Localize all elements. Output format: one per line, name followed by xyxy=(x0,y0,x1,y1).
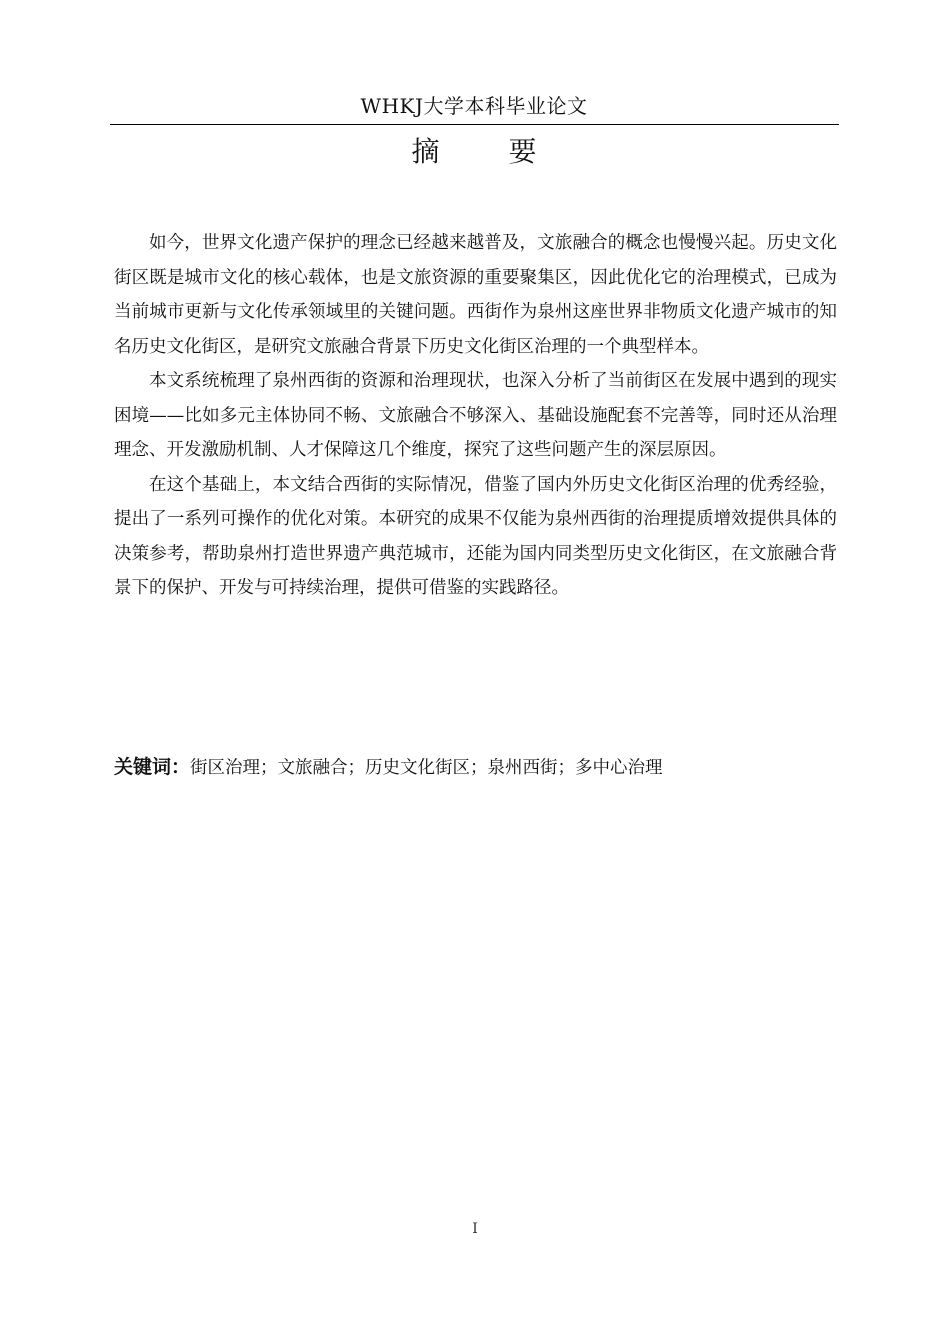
abstract-paragraph-2: 本文系统梳理了泉州西街的资源和治理现状，也深入分析了当前街区在发展中遇到的现实困境——比如多元主体协同不畅、文旅融合不够深入、基础设施配套不完善等，同时还从治理理念、开发激励机制、人才保障这几个维度，探究了这些问题产生的深层原因。 xyxy=(114,371,837,460)
keywords-line xyxy=(114,750,837,785)
running-header: WHKJ大学本科毕业论文 xyxy=(360,94,588,118)
keywords-text: 街区治理；文旅融合；历史文化街区；泉州西街；多中心治理 xyxy=(190,758,663,778)
abstract-body xyxy=(114,226,837,606)
header-divider xyxy=(110,124,839,125)
keywords-label: 关键词： xyxy=(114,756,191,778)
abstract-paragraph-1: 如今，世界文化遗产保护的理念已经越来越普及，文旅融合的概念也慢慢兴起。历史文化街区既是城市文化的核心载体，也是文旅资源的重要聚集区，因此优化它的治理模式，已成为当前城市更新与文化传承领域里的关键问题。西街作为泉州这座世界非物质文化遗产城市的知名历史文化街区，是研究文旅融合背景下历史文化街区治理的一个典型样本。 xyxy=(114,233,837,357)
page-number: I xyxy=(472,1221,478,1237)
abstract-paragraph-3: 在这个基础上，本文结合西街的实际情况，借鉴了国内外历史文化街区治理的优秀经验，提出了一系列可操作的优化对策。本研究的成果不仅能为泉州西街的治理提质增效提供具体的决策参考，帮助泉州打造世界遗产典范城市，还能为国内同类型历史文化街区，在文旅融合背景下的保护、开发与可持续治理，提供可借鉴的实践路径。 xyxy=(114,474,837,598)
abstract-title: 摘 要 xyxy=(411,135,567,168)
